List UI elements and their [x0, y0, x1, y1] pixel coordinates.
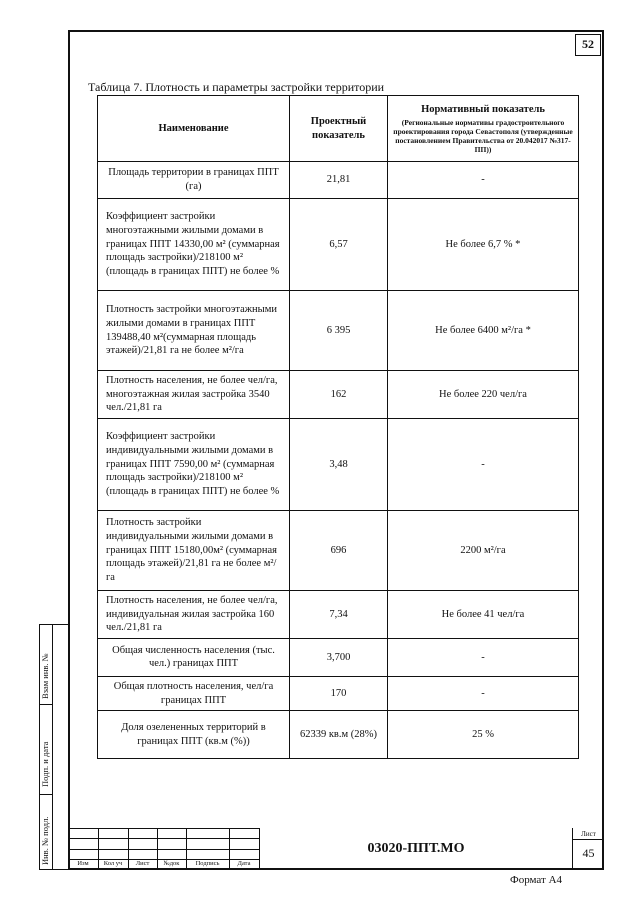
cell-project-value: 170	[290, 676, 388, 710]
header-norm-subtitle: (Региональные нормативы градостроительного проектирования города Севастополя (утвержденные постановлением Правительства от 20.042017 №317-ПП))	[393, 118, 573, 155]
cell-project-value: 162	[290, 371, 388, 419]
table-row	[98, 199, 579, 291]
tb-label-ndok: №док	[163, 860, 180, 867]
cell-name: Плотность застройки индивидуальными жилыми домами в границах ППТ 15180,00м² (суммарная площадь этажей)/21,81 га не более м²/га	[98, 511, 290, 591]
cell-name: Плотность застройки многоэтажными жилыми домами в границах ППТ 139488,40 м²(суммарная площадь этажей)/21,81 га не более м²/га	[98, 291, 290, 371]
table-row	[98, 711, 579, 759]
cell-name: Площадь территории в границах ППТ (га)	[98, 162, 290, 199]
title-block	[68, 828, 604, 870]
cell-norm-value: -	[388, 162, 579, 199]
sheet-label: Лист	[573, 829, 604, 840]
side-label-podp: Подп. и дата	[40, 741, 50, 787]
tb-label-data: Дата	[237, 860, 251, 867]
cell-norm-value: Не более 6400 м²/га *	[388, 291, 579, 371]
tb-label-podpis: Подпись	[195, 860, 220, 867]
header-norm-title: Нормативный показатель	[421, 103, 545, 115]
cell-name: Коэффициент застройки индивидуальными жилыми домами в границах ППТ 7590,00 м² (суммарная площадь застройки)/218100 м² (площадь в границах ППТ) не более %	[98, 419, 290, 511]
sheet-box	[572, 828, 604, 870]
cell-name: Коэффициент застройки многоэтажными жилыми домами в границах ППТ 14330,00 м² (суммарная площадь застройки)/218100 м² (площадь в границах ППТ) не более %	[98, 199, 290, 291]
header-project: Проектный показатель	[290, 96, 388, 162]
header-name: Наименование	[98, 96, 290, 162]
table-row	[98, 419, 579, 511]
revision-labels	[68, 860, 259, 870]
cell-name: Плотность населения, не более чел/га, индивидуальная жилая застройка 160 чел./21,81 га	[98, 591, 290, 639]
cell-norm-value: -	[388, 638, 579, 676]
tb-label-kol: Кол уч	[103, 860, 123, 867]
side-label-vzam: Взам инв. №	[40, 653, 50, 699]
table-row	[98, 676, 579, 710]
table-row	[98, 638, 579, 676]
cell-project-value: 3,48	[290, 419, 388, 511]
cell-norm-value: 25 %	[388, 711, 579, 759]
cell-norm-value: 2200 м²/га	[388, 511, 579, 591]
cell-project-value: 21,81	[290, 162, 388, 199]
cell-project-value: 62339 кв.м (28%)	[290, 711, 388, 759]
table-row	[98, 162, 579, 199]
tb-label-izm: Изм	[77, 860, 89, 867]
table-row	[98, 511, 579, 591]
side-label-inv: Инв. № подл.	[40, 816, 50, 865]
cell-norm-value: -	[388, 419, 579, 511]
cell-project-value: 696	[290, 511, 388, 591]
table-row	[98, 291, 579, 371]
cell-project-value: 6,57	[290, 199, 388, 291]
header-norm	[388, 96, 579, 162]
cell-project-value: 7,34	[290, 591, 388, 639]
cell-name: Плотность населения, не более чел/га, многоэтажная жилая застройка 3540 чел./21,81 га	[98, 371, 290, 419]
cell-name: Общая численность населения (тыс. чел.) границах ППТ	[98, 638, 290, 676]
page-number: 52	[575, 34, 601, 56]
sheet-number: 45	[582, 846, 595, 860]
side-stamp-strip	[39, 624, 68, 870]
cell-project-value: 3,700	[290, 638, 388, 676]
table-header-row	[98, 96, 579, 162]
document-code: 03020-ППТ.МО	[367, 841, 465, 856]
cell-norm-value: Не более 41 чел/га	[388, 591, 579, 639]
parameters-table	[97, 95, 579, 759]
cell-name: Общая плотность населения, чел/га границах ППТ	[98, 676, 290, 710]
table-row	[98, 591, 579, 639]
cell-norm-value: -	[388, 676, 579, 710]
format-label: Формат А4	[510, 874, 563, 886]
cell-norm-value: Не более 220 чел/га	[388, 371, 579, 419]
table-row	[98, 371, 579, 419]
table-caption: Таблица 7. Плотность и параметры застройки территории	[88, 80, 385, 94]
tb-label-list: Лист	[135, 860, 150, 867]
cell-project-value: 6 395	[290, 291, 388, 371]
cell-norm-value: Не более 6,7 % *	[388, 199, 579, 291]
cell-name: Доля озелененных территорий в границах ППТ (кв.м (%))	[98, 711, 290, 759]
